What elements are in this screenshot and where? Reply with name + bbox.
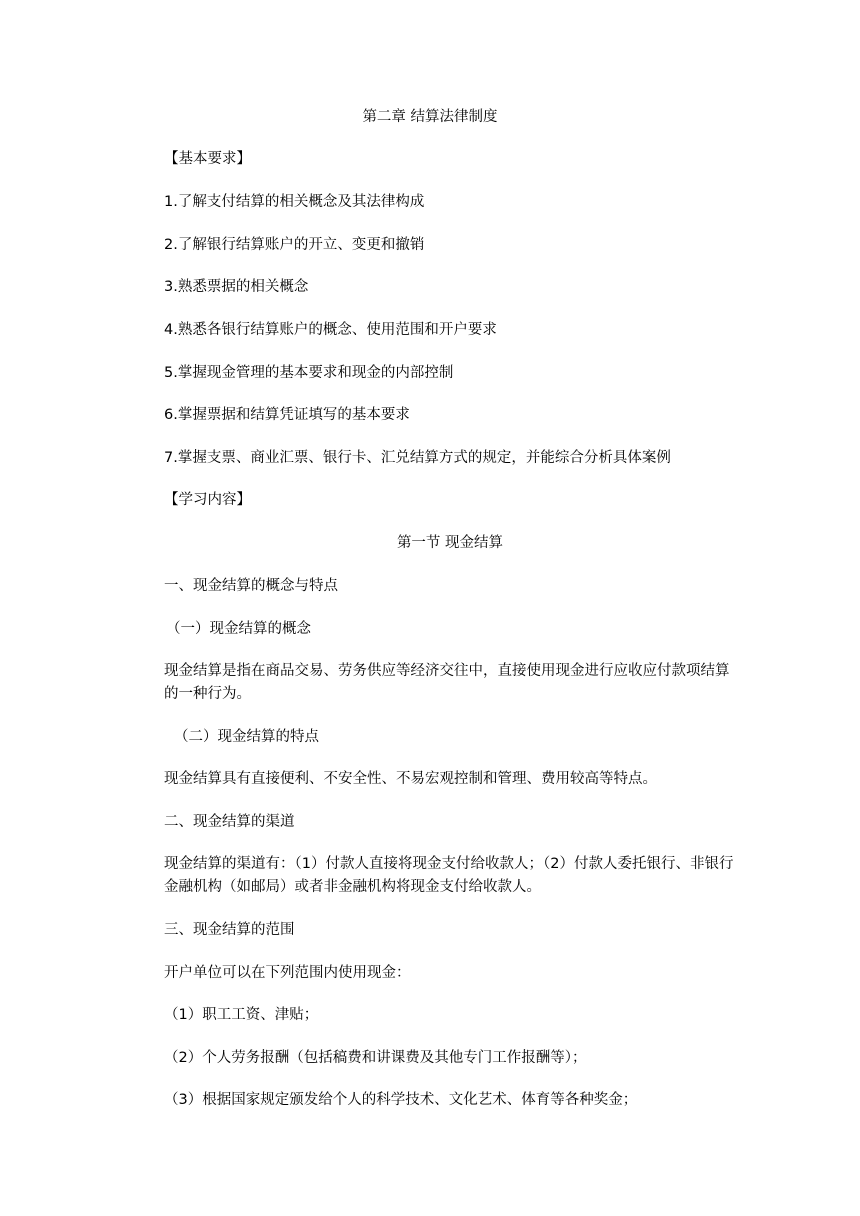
requirement-item: 3.熟悉票据的相关概念 xyxy=(164,279,309,295)
part3-intro: 开户单位可以在下列范围内使用现金： xyxy=(164,965,411,981)
part1-sub1-text: 现金结算是指在商品交易、劳务供应等经济交往中，直接使用现金进行应收应付款项结算的一种行为。 xyxy=(164,663,730,702)
requirement-item: 7.掌握支票、商业汇票、银行卡、汇兑结算方式的规定，并能综合分析具体案例 xyxy=(164,450,671,466)
part1-sub1-heading: （一）现金结算的概念 xyxy=(166,621,311,637)
part3-heading: 三、现金结算的范围 xyxy=(164,922,295,938)
requirement-item: 5.掌握现金管理的基本要求和现金的内部控制 xyxy=(164,365,454,381)
part2-text: 现金结算的渠道有：（1）付款人直接将现金支付给收款人；（2）付款人委托银行、非银行金融机构（如邮局）或者非金融机构将现金支付给收款人。 xyxy=(164,856,734,895)
chapter-title: 第二章 结算法律制度 xyxy=(362,109,498,125)
part3-list-item: （2）个人劳务报酬（包括稿费和讲课费及其他专门工作报酬等）； xyxy=(164,1050,587,1066)
section-title: 第一节 现金结算 xyxy=(396,535,504,551)
requirement-item: 1.了解支付结算的相关概念及其法律构成 xyxy=(164,194,425,210)
part2-heading: 二、现金结算的渠道 xyxy=(164,814,295,830)
requirement-item: 4.熟悉各银行结算账户的概念、使用范围和开户要求 xyxy=(164,322,497,338)
part3-list-item: （3）根据国家规定颁发给个人的科学技术、文化艺术、体育等各种奖金； xyxy=(164,1092,638,1108)
requirement-item: 2.了解银行结算账户的开立、变更和撤销 xyxy=(164,237,425,253)
learning-content-heading: 【学习内容】 xyxy=(164,492,251,508)
part3-list-item: （1）职工工资、津贴； xyxy=(164,1007,319,1023)
part1-sub2-heading: （二）现金结算的特点 xyxy=(174,729,319,745)
requirement-item: 6.掌握票据和结算凭证填写的基本要求 xyxy=(164,407,410,423)
basic-requirements-heading: 【基本要求】 xyxy=(164,151,251,167)
part1-sub2-text: 现金结算具有直接便利、不安全性、不易宏观控制和管理、费用较高等特点。 xyxy=(164,771,657,787)
part1-heading: 一、现金结算的概念与特点 xyxy=(164,578,338,594)
